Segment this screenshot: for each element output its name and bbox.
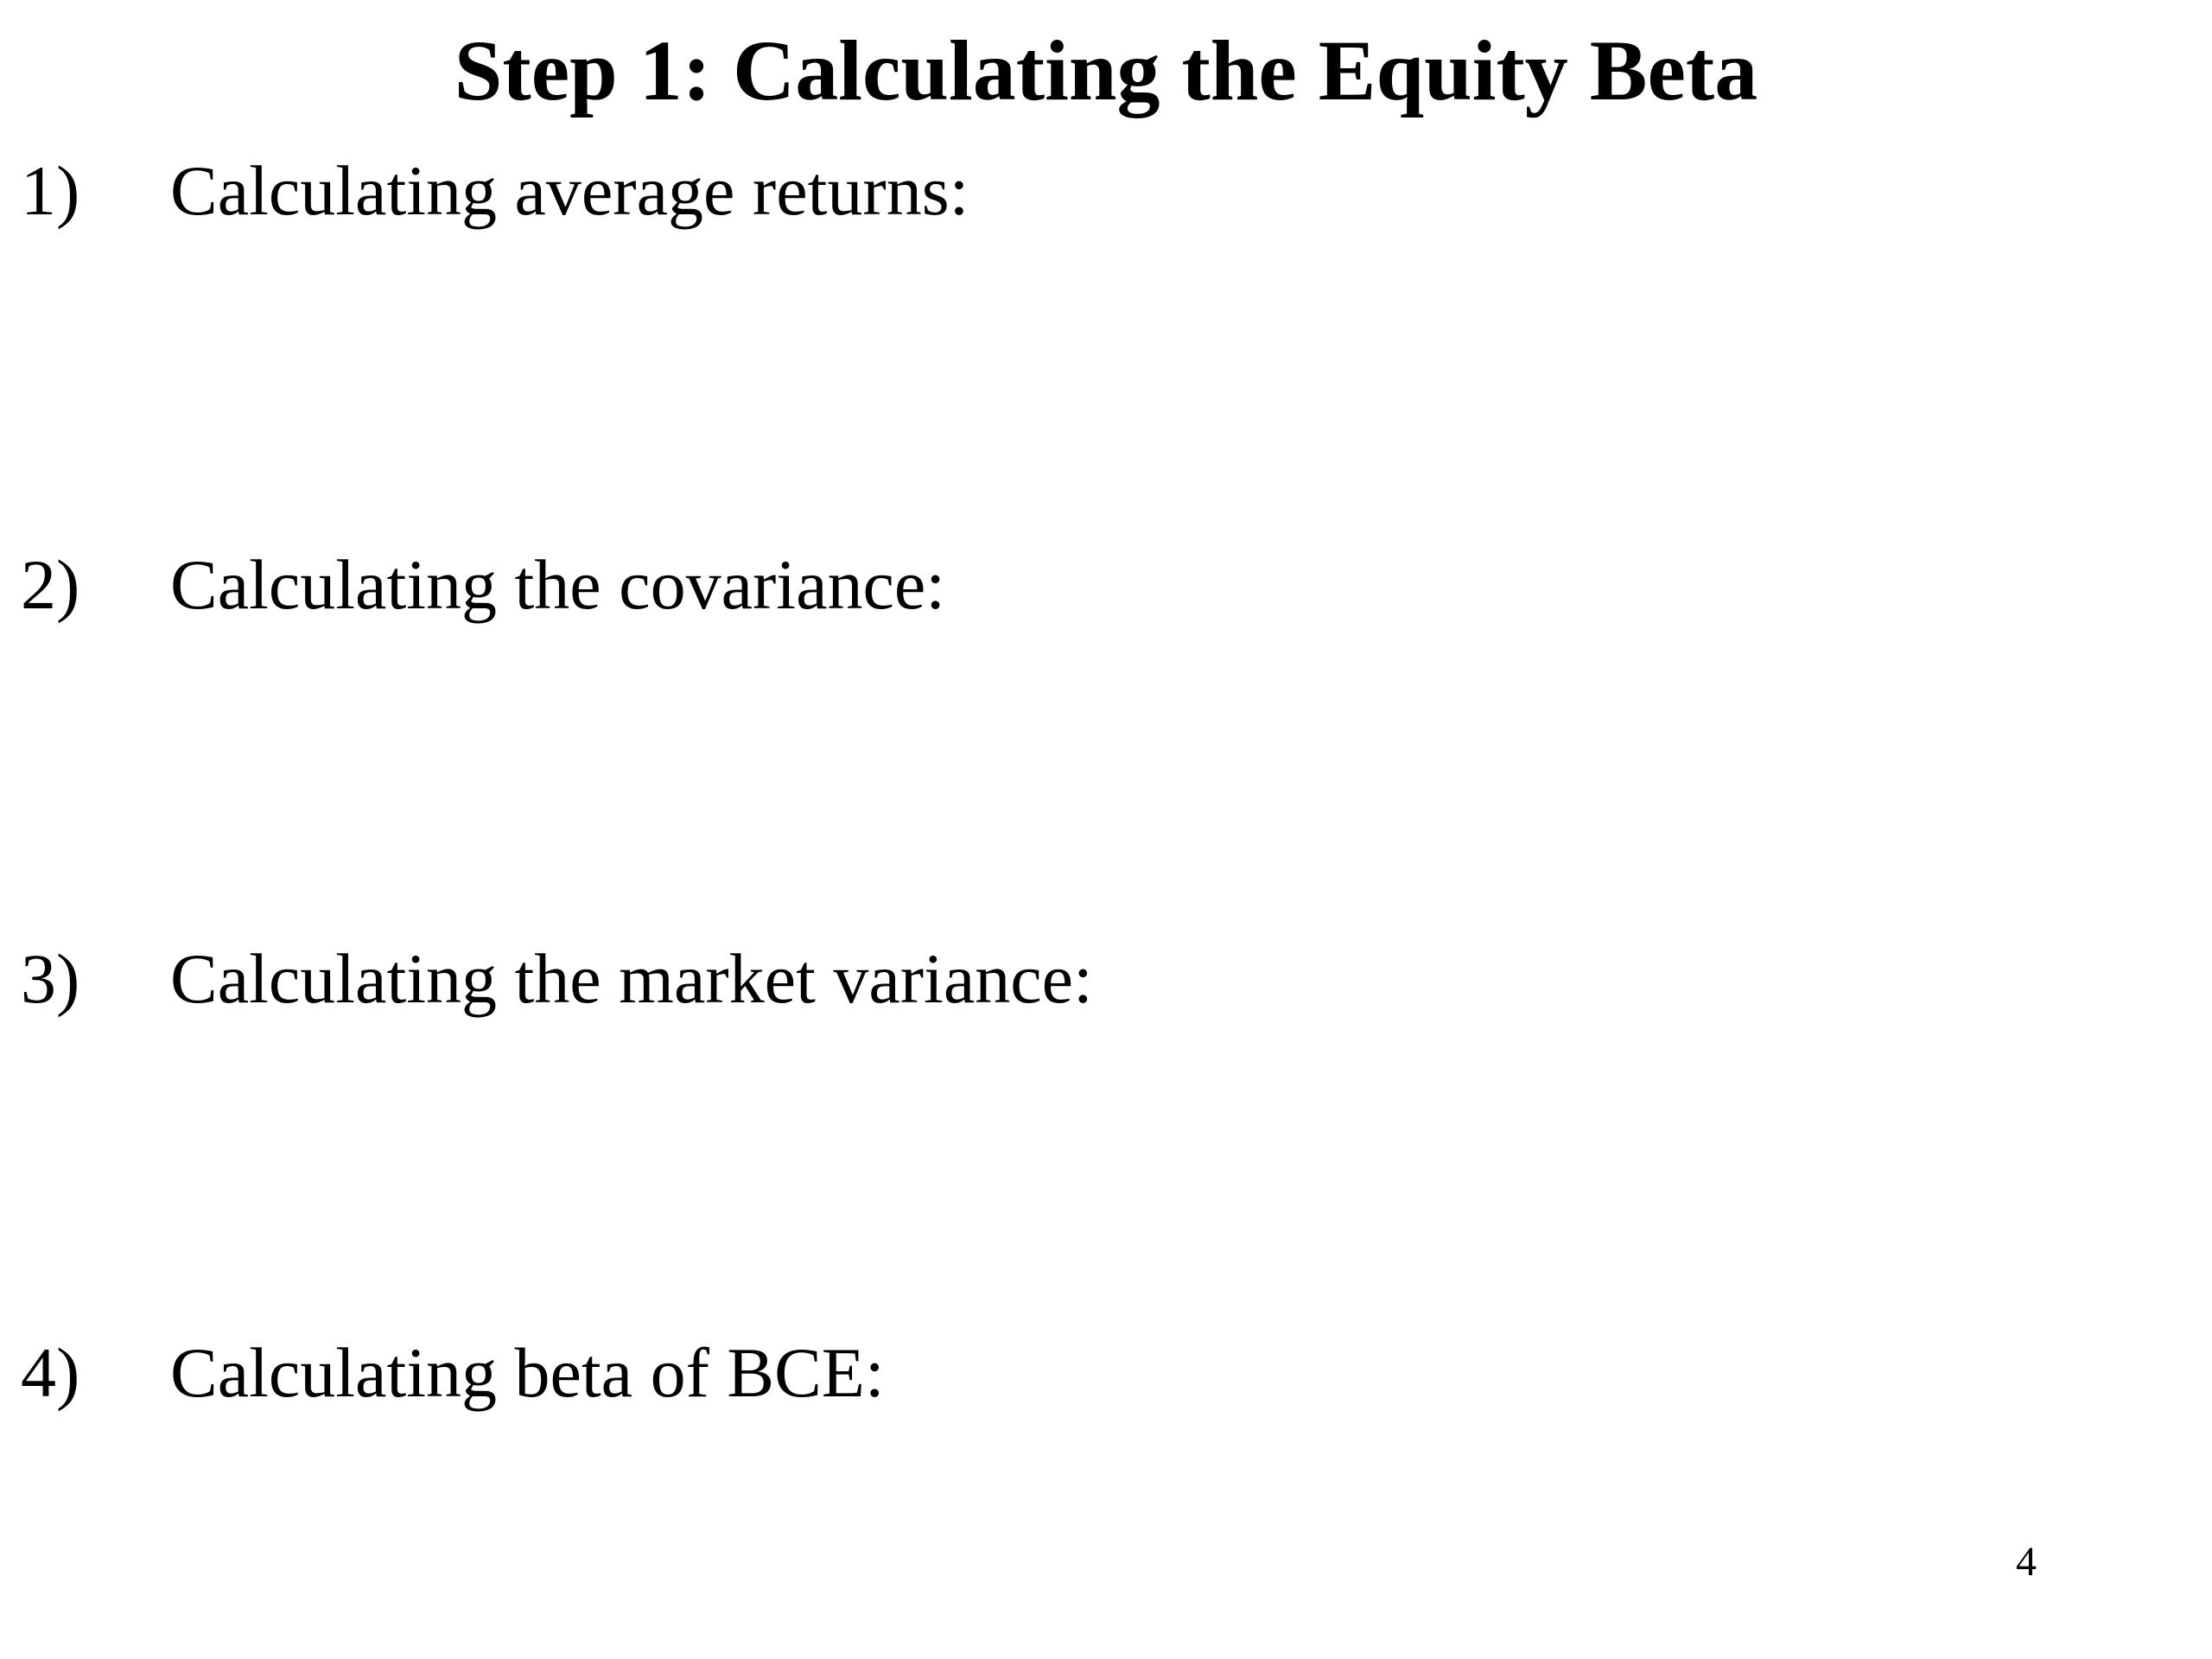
list-item	[0, 537, 2074, 632]
item-label: Calculating beta of BCE:	[170, 1333, 885, 1412]
list-item	[0, 143, 2074, 238]
list-item	[0, 931, 2074, 1027]
slide-title: Step 1: Calculating the Equity Beta	[454, 22, 1758, 118]
item-label: Calculating the market variance:	[170, 939, 1093, 1018]
list-item	[0, 1325, 2074, 1421]
item-number: 4)	[21, 1333, 80, 1412]
item-number: 2)	[21, 545, 80, 624]
item-label: Calculating average returns:	[170, 151, 969, 230]
item-number: 3)	[21, 939, 80, 1018]
item-number: 1)	[21, 151, 80, 230]
page-number: 4	[2016, 1539, 2037, 1585]
item-label: Calculating the covariance:	[170, 545, 946, 624]
